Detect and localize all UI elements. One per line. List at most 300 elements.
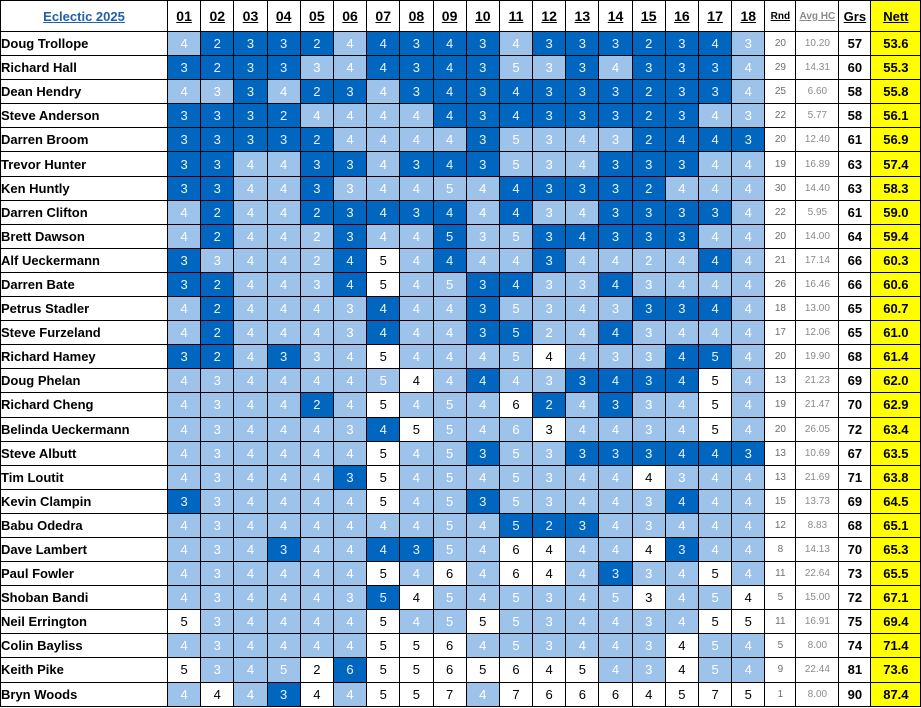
score-cell[interactable]: 7 <box>499 682 532 706</box>
score-cell[interactable]: 4 <box>699 321 732 345</box>
score-cell[interactable]: 4 <box>400 297 433 321</box>
score-cell[interactable]: 3 <box>234 128 267 152</box>
score-cell[interactable]: 3 <box>201 417 234 441</box>
score-cell[interactable]: 4 <box>533 537 566 561</box>
score-cell[interactable]: 5 <box>499 634 532 658</box>
score-cell[interactable]: 4 <box>632 537 665 561</box>
score-cell[interactable]: 4 <box>732 417 765 441</box>
score-cell[interactable]: 3 <box>566 80 599 104</box>
score-cell[interactable]: 3 <box>533 489 566 513</box>
score-cell[interactable]: 4 <box>665 248 698 272</box>
nett-cell[interactable]: 73.6 <box>871 658 921 682</box>
score-cell[interactable]: 4 <box>699 465 732 489</box>
score-cell[interactable]: 4 <box>499 176 532 200</box>
score-cell[interactable]: 4 <box>333 128 366 152</box>
score-cell[interactable]: 5 <box>433 441 466 465</box>
score-cell[interactable]: 3 <box>732 128 765 152</box>
score-cell[interactable]: 4 <box>367 200 400 224</box>
score-cell[interactable]: 4 <box>566 634 599 658</box>
player-name[interactable]: Richard Hamey <box>1 345 168 369</box>
score-cell[interactable]: 3 <box>599 104 632 128</box>
score-cell[interactable]: 3 <box>333 417 366 441</box>
score-cell[interactable]: 4 <box>367 224 400 248</box>
score-cell[interactable]: 4 <box>333 393 366 417</box>
score-cell[interactable]: 3 <box>599 32 632 56</box>
score-cell[interactable]: 4 <box>599 369 632 393</box>
score-cell[interactable]: 3 <box>599 128 632 152</box>
score-cell[interactable]: 4 <box>732 297 765 321</box>
score-cell[interactable]: 5 <box>367 465 400 489</box>
score-cell[interactable]: 4 <box>300 586 333 610</box>
score-cell[interactable]: 2 <box>632 32 665 56</box>
score-cell[interactable]: 4 <box>367 321 400 345</box>
rounds-cell[interactable]: 26 <box>765 272 796 296</box>
score-cell[interactable]: 3 <box>632 562 665 586</box>
gross-cell[interactable]: 72 <box>839 417 871 441</box>
score-cell[interactable]: 3 <box>466 80 499 104</box>
score-cell[interactable]: 4 <box>333 104 366 128</box>
score-cell[interactable]: 3 <box>400 537 433 561</box>
score-cell[interactable]: 4 <box>466 586 499 610</box>
score-cell[interactable]: 4 <box>267 586 300 610</box>
score-cell[interactable]: 4 <box>566 562 599 586</box>
score-cell[interactable]: 2 <box>300 393 333 417</box>
score-cell[interactable]: 4 <box>599 634 632 658</box>
score-cell[interactable]: 3 <box>201 128 234 152</box>
rounds-cell[interactable]: 20 <box>765 128 796 152</box>
score-cell[interactable]: 5 <box>499 513 532 537</box>
score-cell[interactable]: 4 <box>665 369 698 393</box>
player-name[interactable]: Shoban Bandi <box>1 586 168 610</box>
player-name[interactable]: Tim Loutit <box>1 465 168 489</box>
score-cell[interactable]: 4 <box>433 297 466 321</box>
score-cell[interactable]: 4 <box>599 489 632 513</box>
score-cell[interactable]: 4 <box>632 465 665 489</box>
player-name[interactable]: Darren Clifton <box>1 200 168 224</box>
score-cell[interactable]: 6 <box>433 562 466 586</box>
score-cell[interactable]: 5 <box>433 537 466 561</box>
score-cell[interactable]: 4 <box>732 272 765 296</box>
score-cell[interactable]: 3 <box>665 465 698 489</box>
score-cell[interactable]: 4 <box>732 369 765 393</box>
score-cell[interactable]: 4 <box>267 441 300 465</box>
avg-hc-cell[interactable]: 8.83 <box>796 513 839 537</box>
score-cell[interactable]: 3 <box>466 321 499 345</box>
score-cell[interactable]: 4 <box>400 489 433 513</box>
score-cell[interactable]: 4 <box>732 248 765 272</box>
score-cell[interactable]: 3 <box>533 248 566 272</box>
score-cell[interactable]: 4 <box>300 297 333 321</box>
score-cell[interactable]: 3 <box>632 417 665 441</box>
score-cell[interactable]: 4 <box>566 586 599 610</box>
nett-cell[interactable]: 60.6 <box>871 272 921 296</box>
gross-cell[interactable]: 71 <box>839 465 871 489</box>
score-cell[interactable]: 4 <box>234 176 267 200</box>
score-cell[interactable]: 3 <box>632 56 665 80</box>
score-cell[interactable]: 3 <box>466 297 499 321</box>
score-cell[interactable]: 3 <box>533 128 566 152</box>
score-cell[interactable]: 4 <box>433 345 466 369</box>
score-cell[interactable]: 4 <box>566 200 599 224</box>
score-cell[interactable]: 3 <box>665 152 698 176</box>
score-cell[interactable]: 3 <box>400 200 433 224</box>
player-name[interactable]: Colin Bayliss <box>1 634 168 658</box>
score-cell[interactable]: 3 <box>632 610 665 634</box>
score-cell[interactable]: 4 <box>168 393 201 417</box>
player-name[interactable]: Richard Cheng <box>1 393 168 417</box>
score-cell[interactable]: 4 <box>267 513 300 537</box>
score-cell[interactable]: 3 <box>168 104 201 128</box>
player-name[interactable]: Neil Errington <box>1 610 168 634</box>
nett-cell[interactable]: 60.3 <box>871 248 921 272</box>
score-cell[interactable]: 4 <box>333 272 366 296</box>
score-cell[interactable]: 4 <box>499 272 532 296</box>
score-cell[interactable]: 3 <box>599 224 632 248</box>
score-cell[interactable]: 3 <box>201 634 234 658</box>
nett-cell[interactable]: 65.5 <box>871 562 921 586</box>
nett-cell[interactable]: 61.4 <box>871 345 921 369</box>
score-cell[interactable]: 4 <box>732 80 765 104</box>
score-cell[interactable]: 4 <box>168 369 201 393</box>
score-cell[interactable]: 3 <box>533 80 566 104</box>
score-cell[interactable]: 3 <box>400 32 433 56</box>
score-cell[interactable]: 2 <box>632 80 665 104</box>
score-cell[interactable]: 4 <box>466 513 499 537</box>
score-cell[interactable]: 4 <box>333 682 366 706</box>
score-cell[interactable]: 4 <box>267 248 300 272</box>
score-cell[interactable]: 4 <box>433 32 466 56</box>
score-cell[interactable]: 3 <box>533 152 566 176</box>
score-cell[interactable]: 4 <box>566 248 599 272</box>
score-cell[interactable]: 4 <box>599 248 632 272</box>
score-cell[interactable]: 3 <box>333 297 366 321</box>
score-cell[interactable]: 2 <box>632 104 665 128</box>
score-cell[interactable]: 5 <box>367 272 400 296</box>
score-cell[interactable]: 3 <box>201 104 234 128</box>
score-cell[interactable]: 3 <box>466 128 499 152</box>
score-cell[interactable]: 3 <box>201 489 234 513</box>
score-cell[interactable]: 4 <box>466 562 499 586</box>
score-cell[interactable]: 4 <box>665 272 698 296</box>
score-cell[interactable]: 3 <box>234 32 267 56</box>
score-cell[interactable]: 2 <box>632 128 665 152</box>
score-cell[interactable]: 4 <box>367 297 400 321</box>
score-cell[interactable]: 4 <box>466 417 499 441</box>
avg-hc-cell[interactable]: 6.60 <box>796 80 839 104</box>
score-cell[interactable]: 4 <box>732 537 765 561</box>
score-cell[interactable]: 3 <box>333 152 366 176</box>
score-cell[interactable]: 5 <box>699 345 732 369</box>
score-cell[interactable]: 4 <box>499 32 532 56</box>
player-name[interactable]: Trevor Hunter <box>1 152 168 176</box>
score-cell[interactable]: 4 <box>699 248 732 272</box>
avg-hc-cell[interactable]: 13.00 <box>796 297 839 321</box>
score-cell[interactable]: 4 <box>300 562 333 586</box>
score-cell[interactable]: 4 <box>367 80 400 104</box>
score-cell[interactable]: 3 <box>267 128 300 152</box>
score-cell[interactable]: 4 <box>599 417 632 441</box>
nett-cell[interactable]: 62.0 <box>871 369 921 393</box>
score-cell[interactable]: 3 <box>201 369 234 393</box>
score-cell[interactable]: 6 <box>499 417 532 441</box>
score-cell[interactable]: 5 <box>367 248 400 272</box>
score-cell[interactable]: 4 <box>566 465 599 489</box>
score-cell[interactable]: 3 <box>632 489 665 513</box>
player-name[interactable]: Doug Trollope <box>1 32 168 56</box>
score-cell[interactable]: 4 <box>732 489 765 513</box>
score-cell[interactable]: 5 <box>367 369 400 393</box>
gross-cell[interactable]: 63 <box>839 176 871 200</box>
score-cell[interactable]: 4 <box>367 513 400 537</box>
score-cell[interactable]: 4 <box>234 152 267 176</box>
score-cell[interactable]: 4 <box>267 369 300 393</box>
score-cell[interactable]: 2 <box>300 32 333 56</box>
score-cell[interactable]: 4 <box>333 537 366 561</box>
score-cell[interactable]: 4 <box>168 634 201 658</box>
score-cell[interactable]: 3 <box>333 321 366 345</box>
score-cell[interactable]: 5 <box>367 441 400 465</box>
score-cell[interactable]: 4 <box>300 634 333 658</box>
score-cell[interactable]: 3 <box>168 489 201 513</box>
nett-cell[interactable]: 63.5 <box>871 441 921 465</box>
gross-cell[interactable]: 81 <box>839 658 871 682</box>
score-cell[interactable]: 3 <box>201 465 234 489</box>
score-cell[interactable]: 3 <box>665 537 698 561</box>
score-cell[interactable]: 5 <box>367 634 400 658</box>
gross-cell[interactable]: 60 <box>839 56 871 80</box>
score-cell[interactable]: 4 <box>566 417 599 441</box>
score-cell[interactable]: 3 <box>665 200 698 224</box>
score-cell[interactable]: 3 <box>566 32 599 56</box>
score-cell[interactable]: 4 <box>566 393 599 417</box>
score-cell[interactable]: 4 <box>300 321 333 345</box>
score-cell[interactable]: 3 <box>533 272 566 296</box>
score-cell[interactable]: 4 <box>333 562 366 586</box>
rounds-cell[interactable]: 29 <box>765 56 796 80</box>
nett-cell[interactable]: 63.4 <box>871 417 921 441</box>
score-cell[interactable]: 4 <box>300 537 333 561</box>
score-cell[interactable]: 5 <box>699 562 732 586</box>
score-cell[interactable]: 5 <box>499 56 532 80</box>
score-cell[interactable]: 3 <box>599 152 632 176</box>
score-cell[interactable]: 5 <box>599 586 632 610</box>
score-cell[interactable]: 5 <box>433 610 466 634</box>
avg-hc-cell[interactable]: 16.46 <box>796 272 839 296</box>
score-cell[interactable]: 4 <box>732 393 765 417</box>
score-cell[interactable]: 4 <box>732 634 765 658</box>
avg-hc-cell[interactable]: 16.89 <box>796 152 839 176</box>
rounds-cell[interactable]: 8 <box>765 537 796 561</box>
score-cell[interactable]: 4 <box>566 345 599 369</box>
score-cell[interactable]: 4 <box>466 465 499 489</box>
score-cell[interactable]: 4 <box>665 128 698 152</box>
avg-hc-cell[interactable]: 10.69 <box>796 441 839 465</box>
score-cell[interactable]: 2 <box>201 224 234 248</box>
score-cell[interactable]: 3 <box>533 586 566 610</box>
player-name[interactable]: Darren Broom <box>1 128 168 152</box>
score-cell[interactable]: 3 <box>267 56 300 80</box>
player-name[interactable]: Dave Lambert <box>1 537 168 561</box>
score-cell[interactable]: 2 <box>267 104 300 128</box>
score-cell[interactable]: 5 <box>699 417 732 441</box>
score-cell[interactable]: 3 <box>599 345 632 369</box>
score-cell[interactable]: 4 <box>267 272 300 296</box>
score-cell[interactable]: 3 <box>599 441 632 465</box>
score-cell[interactable]: 4 <box>400 513 433 537</box>
score-cell[interactable]: 4 <box>168 513 201 537</box>
rounds-cell[interactable]: 25 <box>765 80 796 104</box>
score-cell[interactable]: 4 <box>333 513 366 537</box>
score-cell[interactable]: 4 <box>466 634 499 658</box>
avg-hc-cell[interactable]: 5.77 <box>796 104 839 128</box>
gross-cell[interactable]: 69 <box>839 369 871 393</box>
score-cell[interactable]: 3 <box>168 128 201 152</box>
score-cell[interactable]: 3 <box>201 152 234 176</box>
score-cell[interactable]: 4 <box>732 345 765 369</box>
score-cell[interactable]: 4 <box>267 393 300 417</box>
score-cell[interactable]: 4 <box>168 441 201 465</box>
score-cell[interactable]: 3 <box>632 513 665 537</box>
score-cell[interactable]: 4 <box>433 248 466 272</box>
score-cell[interactable]: 3 <box>267 537 300 561</box>
score-cell[interactable]: 3 <box>632 369 665 393</box>
score-cell[interactable]: 4 <box>267 321 300 345</box>
score-cell[interactable]: 4 <box>632 682 665 706</box>
score-cell[interactable]: 5 <box>466 610 499 634</box>
score-cell[interactable]: 4 <box>566 152 599 176</box>
score-cell[interactable]: 5 <box>499 224 532 248</box>
player-name[interactable]: Paul Fowler <box>1 562 168 586</box>
score-cell[interactable]: 4 <box>433 104 466 128</box>
gross-cell[interactable]: 66 <box>839 272 871 296</box>
score-cell[interactable]: 4 <box>732 56 765 80</box>
gross-cell[interactable]: 58 <box>839 80 871 104</box>
score-cell[interactable]: 4 <box>665 658 698 682</box>
nett-cell[interactable]: 57.4 <box>871 152 921 176</box>
score-cell[interactable]: 2 <box>533 393 566 417</box>
score-cell[interactable]: 4 <box>533 345 566 369</box>
score-cell[interactable]: 5 <box>433 513 466 537</box>
score-cell[interactable]: 4 <box>234 369 267 393</box>
score-cell[interactable]: 3 <box>201 537 234 561</box>
score-cell[interactable]: 5 <box>499 465 532 489</box>
score-cell[interactable]: 4 <box>732 200 765 224</box>
score-cell[interactable]: 4 <box>168 417 201 441</box>
avg-hc-cell[interactable]: 15.00 <box>796 586 839 610</box>
score-cell[interactable]: 4 <box>433 369 466 393</box>
score-cell[interactable]: 5 <box>433 224 466 248</box>
score-cell[interactable]: 4 <box>433 200 466 224</box>
score-cell[interactable]: 3 <box>300 345 333 369</box>
score-cell[interactable]: 4 <box>533 658 566 682</box>
rounds-cell[interactable]: 19 <box>765 152 796 176</box>
score-cell[interactable]: 2 <box>533 513 566 537</box>
score-cell[interactable]: 3 <box>599 297 632 321</box>
score-cell[interactable]: 4 <box>300 682 333 706</box>
score-cell[interactable]: 3 <box>699 80 732 104</box>
score-cell[interactable]: 4 <box>168 200 201 224</box>
score-cell[interactable]: 4 <box>234 321 267 345</box>
score-cell[interactable]: 5 <box>367 562 400 586</box>
score-cell[interactable]: 4 <box>168 224 201 248</box>
score-cell[interactable]: 3 <box>732 32 765 56</box>
gross-cell[interactable]: 57 <box>839 32 871 56</box>
score-cell[interactable]: 3 <box>566 56 599 80</box>
avg-hc-cell[interactable]: 21.23 <box>796 369 839 393</box>
score-cell[interactable]: 4 <box>433 321 466 345</box>
nett-cell[interactable]: 56.9 <box>871 128 921 152</box>
score-cell[interactable]: 2 <box>201 297 234 321</box>
score-cell[interactable]: 3 <box>466 224 499 248</box>
score-cell[interactable]: 3 <box>234 104 267 128</box>
player-name[interactable]: Keith Pike <box>1 658 168 682</box>
avg-hc-cell[interactable]: 19.90 <box>796 345 839 369</box>
score-cell[interactable]: 4 <box>665 586 698 610</box>
score-cell[interactable]: 4 <box>499 104 532 128</box>
rounds-cell[interactable]: 22 <box>765 104 796 128</box>
score-cell[interactable]: 4 <box>699 128 732 152</box>
avg-hc-cell[interactable]: 8.00 <box>796 634 839 658</box>
score-cell[interactable]: 4 <box>599 658 632 682</box>
score-cell[interactable]: 3 <box>533 610 566 634</box>
score-cell[interactable]: 4 <box>234 682 267 706</box>
nett-cell[interactable]: 62.9 <box>871 393 921 417</box>
score-cell[interactable]: 5 <box>499 586 532 610</box>
score-cell[interactable]: 3 <box>566 513 599 537</box>
score-cell[interactable]: 3 <box>732 104 765 128</box>
score-cell[interactable]: 3 <box>466 32 499 56</box>
rounds-cell[interactable]: 13 <box>765 441 796 465</box>
score-cell[interactable]: 3 <box>168 56 201 80</box>
player-name[interactable]: Richard Hall <box>1 56 168 80</box>
avg-hc-cell[interactable]: 5.95 <box>796 200 839 224</box>
score-cell[interactable]: 3 <box>533 297 566 321</box>
score-cell[interactable]: 3 <box>533 200 566 224</box>
score-cell[interactable]: 3 <box>599 562 632 586</box>
gross-cell[interactable]: 74 <box>839 634 871 658</box>
score-cell[interactable]: 4 <box>333 32 366 56</box>
score-cell[interactable]: 3 <box>665 224 698 248</box>
score-cell[interactable]: 4 <box>300 489 333 513</box>
score-cell[interactable]: 3 <box>201 513 234 537</box>
score-cell[interactable]: 4 <box>367 176 400 200</box>
score-cell[interactable]: 2 <box>632 176 665 200</box>
player-name[interactable]: Belinda Ueckermann <box>1 417 168 441</box>
rounds-cell[interactable]: 11 <box>765 562 796 586</box>
score-cell[interactable]: 6 <box>499 393 532 417</box>
score-cell[interactable]: 3 <box>632 224 665 248</box>
score-cell[interactable]: 4 <box>234 610 267 634</box>
score-cell[interactable]: 4 <box>433 152 466 176</box>
avg-hc-cell[interactable]: 22.64 <box>796 562 839 586</box>
score-cell[interactable]: 5 <box>367 682 400 706</box>
score-cell[interactable]: 4 <box>234 465 267 489</box>
gross-cell[interactable]: 70 <box>839 393 871 417</box>
nett-cell[interactable]: 69.4 <box>871 610 921 634</box>
gross-cell[interactable]: 61 <box>839 128 871 152</box>
score-cell[interactable]: 3 <box>300 56 333 80</box>
score-cell[interactable]: 5 <box>433 272 466 296</box>
score-cell[interactable]: 3 <box>533 176 566 200</box>
score-cell[interactable]: 4 <box>333 369 366 393</box>
score-cell[interactable]: 5 <box>699 586 732 610</box>
score-cell[interactable]: 4 <box>566 224 599 248</box>
score-cell[interactable]: 5 <box>732 682 765 706</box>
score-cell[interactable]: 5 <box>400 634 433 658</box>
nett-cell[interactable]: 87.4 <box>871 682 921 706</box>
gross-cell[interactable]: 64 <box>839 224 871 248</box>
score-cell[interactable]: 4 <box>665 441 698 465</box>
